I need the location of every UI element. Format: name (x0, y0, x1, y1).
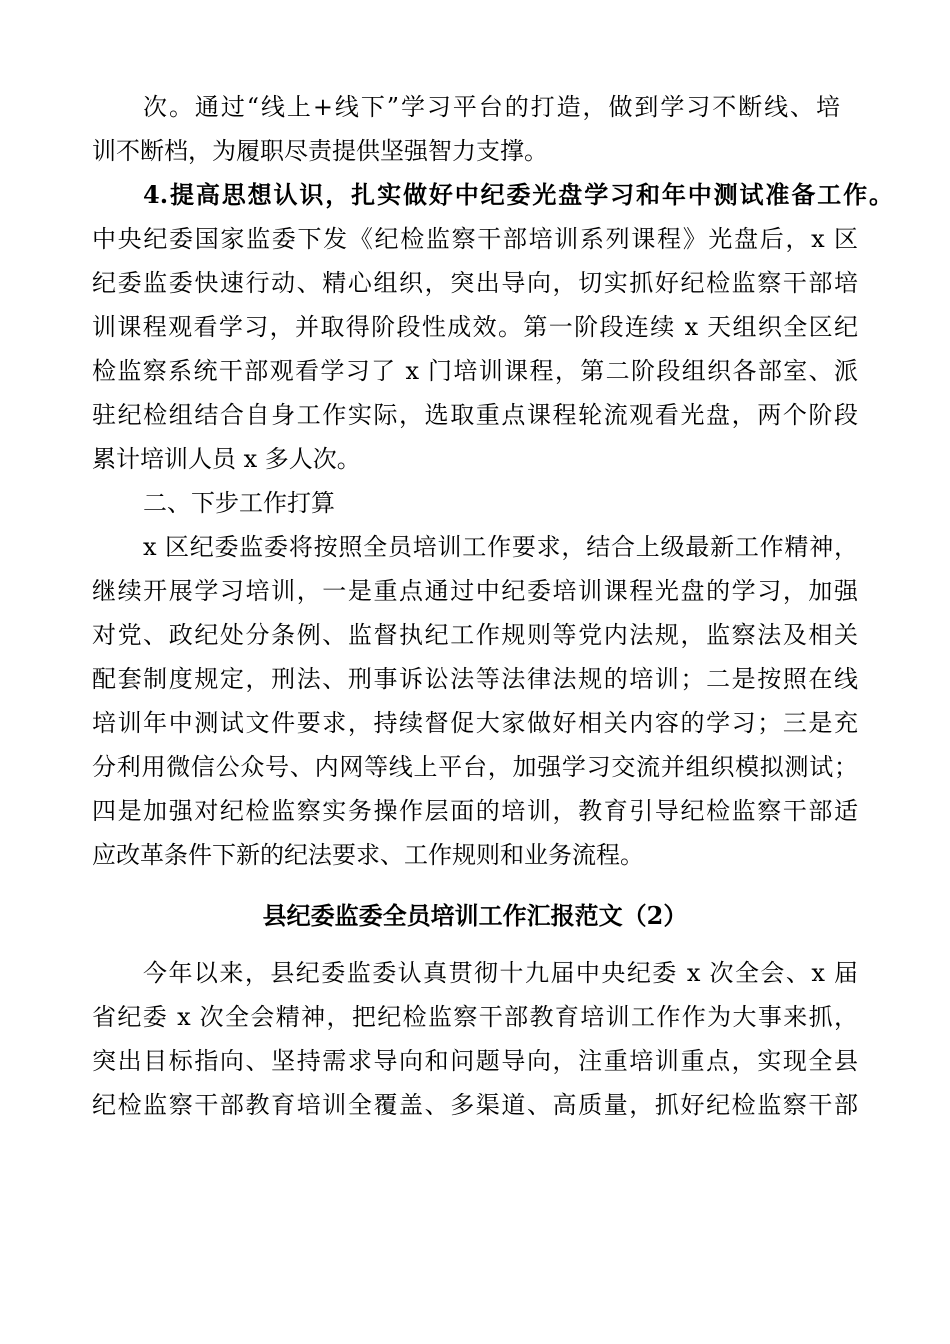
paragraph-line: 对党、政纪处分条例、监督执纪工作规则等党内法规，监察法及相关 (92, 621, 858, 649)
paragraph-line: x 区纪委监委将按照全员培训工作要求，结合上级最新工作精神， (143, 533, 858, 561)
paragraph-line: 中央纪委国家监委下发《纪检监察干部培训系列课程》光盘后，x 区 (92, 225, 858, 253)
paragraph-line: 应改革条件下新的纪法要求、工作规则和业务流程。 (92, 841, 644, 869)
paragraph-line: 检监察系统干部观看学习了 x 门培训课程，第二阶段组织各部室、派 (92, 357, 858, 385)
section-2-heading: 二、下步工作打算 (143, 489, 335, 517)
paragraph-line: 次。通过“线上+线下”学习平台的打造，做到学习不断线、培 (143, 93, 840, 121)
paragraph-line: 继续开展学习培训，一是重点通过中纪委培训课程光盘的学习，加强 (92, 577, 858, 605)
paragraph-line: 纪检监察干部教育培训全覆盖、多渠道、高质量，抓好纪检监察干部 (92, 1091, 858, 1119)
paragraph-line: 驻纪检组结合自身工作实际，选取重点课程轮流观看光盘，两个阶段 (92, 401, 858, 429)
item-4-heading: 4.提高思想认识，扎实做好中纪委光盘学习和年中测试准备工作。 (143, 180, 893, 209)
paragraph-line: 训不断档，为履职尽责提供坚强智力支撑。 (92, 137, 548, 165)
paragraph-line: 分利用微信公众号、内网等线上平台，加强学习交流并组织模拟测试； (92, 753, 858, 781)
paragraph-line: 四是加强对纪检监察实务操作层面的培训，教育引导纪检监察干部适 (92, 797, 858, 825)
paragraph-line: 培训年中测试文件要求，持续督促大家做好相关内容的学习；三是充 (92, 709, 858, 737)
paragraph-line: 突出目标指向、坚持需求导向和问题导向，注重培训重点，实现全县 (92, 1047, 858, 1075)
paragraph-line: 纪委监委快速行动、精心组织，突出导向，切实抓好纪检监察干部培 (92, 269, 858, 297)
paragraph-line: 省纪委 x 次全会精神，把纪检监察干部教育培训工作作为大事来抓， (92, 1003, 858, 1031)
paragraph-line: 累计培训人员 x 多人次。 (92, 445, 361, 473)
article-2-title: 县纪委监委全员培训工作汇报范文（2） (262, 901, 688, 930)
paragraph-line: 训课程观看学习，并取得阶段性成效。第一阶段连续 x 天组织全区纪 (92, 313, 858, 341)
paragraph-line: 今年以来，县纪委监委认真贯彻十九届中央纪委 x 次全会、x 届 (143, 959, 858, 987)
paragraph-line: 配套制度规定，刑法、刑事诉讼法等法律法规的培训；二是按照在线 (92, 665, 858, 693)
